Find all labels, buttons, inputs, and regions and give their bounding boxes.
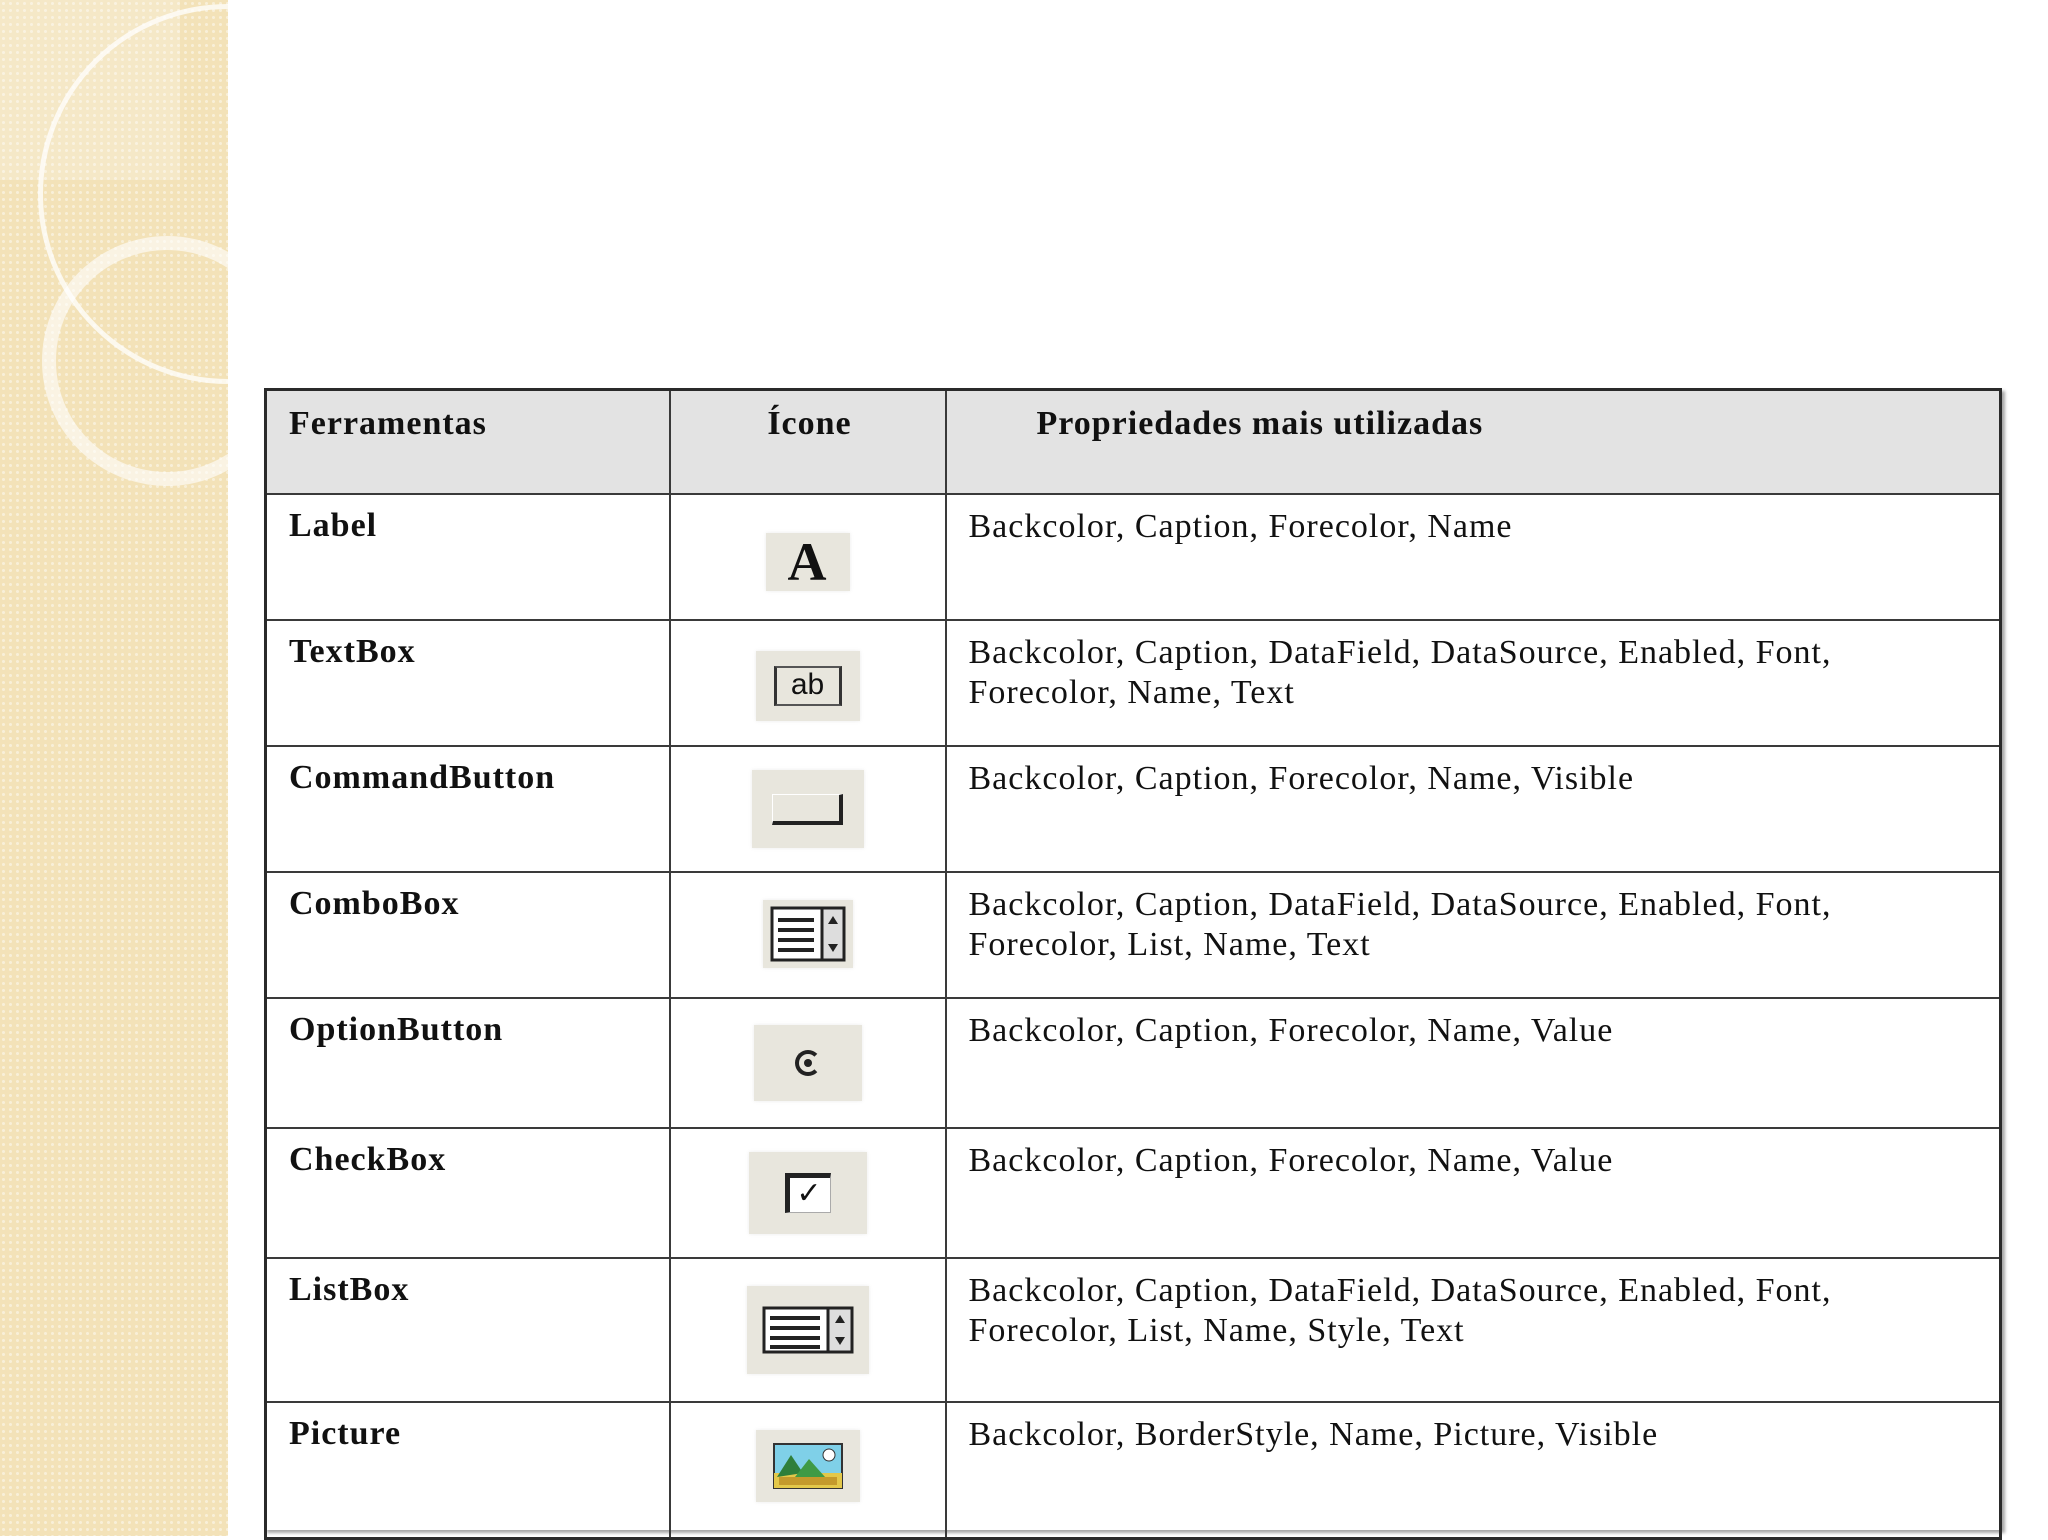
tool-properties: Backcolor, Caption, DataField, DataSource, Enabled, Font, Forecolor, List, Name, Text <box>946 872 2001 998</box>
checkbox-tool-icon <box>749 1152 867 1234</box>
textbox-tool-icon <box>756 651 860 721</box>
table-row <box>266 746 2001 872</box>
tool-name: CommandButton <box>266 746 670 872</box>
header-icon: Ícone <box>670 390 946 495</box>
tool-properties: Backcolor, BorderStyle, Name, Picture, Visible <box>946 1402 2001 1538</box>
label-tool-icon: A <box>766 533 850 591</box>
tool-name: OptionButton <box>266 998 670 1128</box>
tool-properties: Backcolor, Caption, Forecolor, Name, Value <box>946 1128 2001 1258</box>
table-row <box>266 1128 2001 1258</box>
table-row <box>266 872 2001 998</box>
tool-properties: Backcolor, Caption, Forecolor, Name, Value <box>946 998 2001 1128</box>
table-row <box>266 494 2001 620</box>
optionbutton-icon-glyph <box>795 1050 821 1076</box>
listbox-tool-icon <box>747 1286 869 1374</box>
table-row <box>266 998 2001 1128</box>
tools-table-container <box>264 388 2002 1530</box>
tool-name: Label <box>266 494 670 620</box>
tool-properties: Backcolor, Caption, Forecolor, Name, Visible <box>946 746 2001 872</box>
decorative-sidebar <box>0 0 228 1536</box>
table-row <box>266 1402 2001 1538</box>
tool-name: TextBox <box>266 620 670 746</box>
picture-tool-icon <box>756 1430 860 1502</box>
tool-name: Picture <box>266 1402 670 1538</box>
tool-name: CheckBox <box>266 1128 670 1258</box>
optionbutton-tool-icon <box>754 1025 862 1101</box>
tool-properties: Backcolor, Caption, DataField, DataSource, Enabled, Font, Forecolor, List, Name, Style, Text <box>946 1258 2001 1402</box>
table-row <box>266 620 2001 746</box>
commandbutton-icon-glyph <box>772 794 843 825</box>
table-header-row <box>266 390 2001 495</box>
header-properties: Propriedades mais utilizadas <box>946 390 2001 495</box>
checkbox-icon-glyph: ✓ <box>785 1173 831 1213</box>
table-row <box>266 1258 2001 1402</box>
tool-name: ListBox <box>266 1258 670 1402</box>
tool-properties: Backcolor, Caption, Forecolor, Name <box>946 494 2001 620</box>
commandbutton-tool-icon <box>752 770 864 848</box>
tool-name: ComboBox <box>266 872 670 998</box>
textbox-icon-glyph: ab <box>774 666 842 706</box>
combobox-tool-icon <box>763 900 853 968</box>
tool-properties: Backcolor, Caption, DataField, DataSource, Enabled, Font, Forecolor, Name, Text <box>946 620 2001 746</box>
header-tools: Ferramentas <box>266 390 670 495</box>
tools-table <box>264 388 2002 1540</box>
